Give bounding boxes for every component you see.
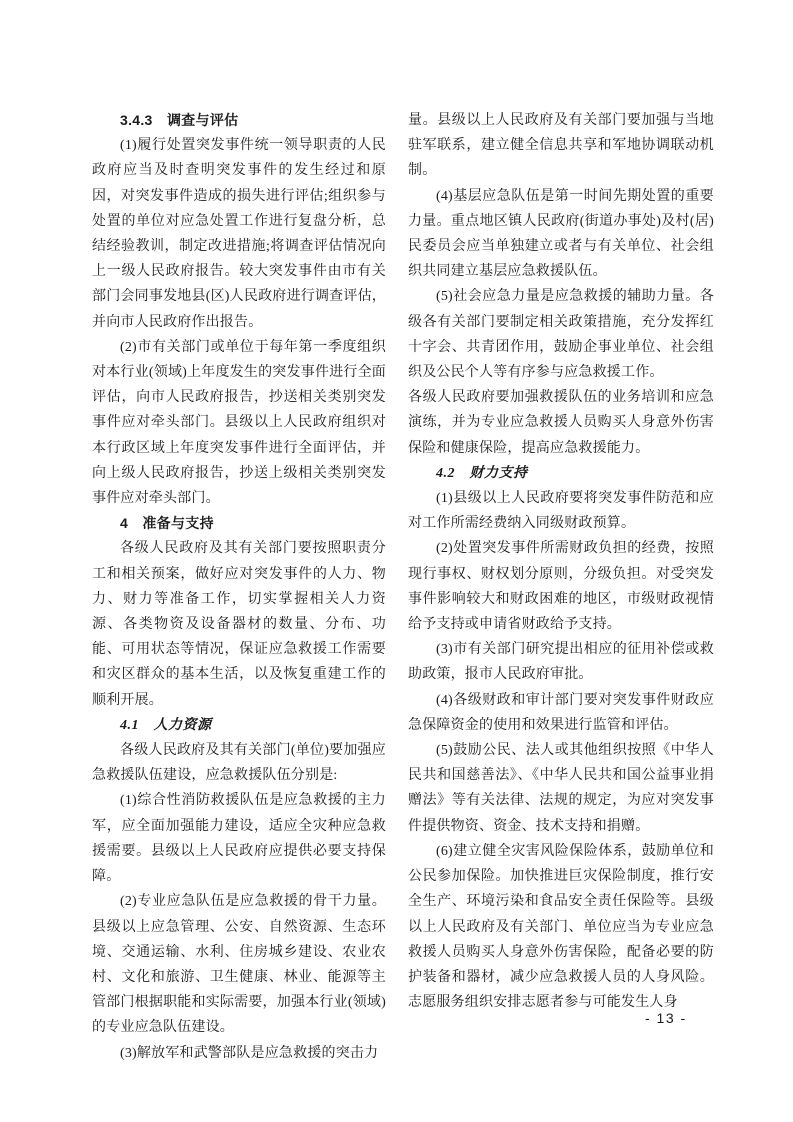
paragraph: (5)社会应急力量是应急救援的辅助力量。各级各有关部门要制定相关政策措施，充分发挥红十字会、共青团作用，鼓励企事业单位、社会组织及公民个人等有序参与应急救援工作。 [408,289,714,381]
right-text-column [408,108,714,1015]
paragraph: (1)县级以上人民政府要将突发事件防范和应对工作所需经费纳入同级财政预算。 [408,491,714,532]
section-heading: 3.4.3 调查与评估 [120,112,239,128]
paragraph: (1)履行处置突发事件统一领导职责的人民政府应当及时查明突发事件的发生经过和原因，对突发事件造成的损失进行评估;组织参与处置的单位对应急处置工作进行复盘分析，总结经验教训，制定改进措施;将调查评估情况向上一级人民政府报告。较大突发事件由市有关部门会同事发地县(区)人民政府进行调查评估，并向市人民政府作出报告。 [92,138,386,330]
paragraph: (2)专业应急队伍是应急救援的骨干力量。县级以上应急管理、公安、自然资源、生态环境、交通运输、水利、住房城乡建设、农业农村、文化和旅游、卫生健康、林业、能源等主管部门根据职能和实际需要，加强本行业(领域)的专业应急队伍建设。 [92,894,386,1036]
paragraph: (4)基层应急队伍是第一时间先期处置的重要力量。重点地区镇人民政府(街道办事处)及村(居)民委员会应当单独建立或者与有关单位、社会组织共同建立基层应急救援队伍。 [408,188,714,280]
paragraph: 各级人民政府及其有关部门(单位)要加强应急救援队伍建设，应急救援队伍分别是: [92,743,386,784]
paragraph: (2)市有关部门或单位于每年第一季度组织对本行业(领域)上年度发生的突发事件进行全面评估，向市人民政府报告，抄送相关类别突发事件应对牵头部门。县级以上人民政府组织对本行政区域上年度突发事件进行全面评估，并向上级人民政府报告，抄送上级相关类别突发事件应对牵头部门。 [92,339,386,507]
paragraph: 各级人民政府及其有关部门要按照职责分工和相关预案，做好应对突发事件的人力、物力、财力等准备工作，切实掌握相关人力资源、各类物资及设备器材的数量、分布、功能、可用状态等情况，保证应急救援工作需要和灾区群众的基本生活，以及恢复重建工作的顺利开展。 [92,541,386,708]
paragraph: 各级人民政府要加强救援队伍的业务培训和应急演练，并为专业应急救援人员购买人身意外伤害保险和健康保险，提高应急救援能力。 [408,390,714,456]
paragraph: 量。县级以上人民政府及有关部门要加强与当地驻军联系，建立健全信息共享和军地协调联动机制。 [408,113,714,179]
section-heading: 4.1 人力资源 [120,717,212,733]
paragraph: (1)综合性消防救援队伍是应急救援的主力军，应全面加强能力建设，适应全灾种应急救援需要。县级以上人民政府应提供必要支持保障。 [92,793,386,885]
paragraph: (6)建立健全灾害风险保险体系，鼓励单位和公民参加保险。加快推进巨灾保险制度，推行安全生产、环境污染和食品安全责任保险等。县级以上人民政府及有关部门、单位应当为专业应急救援人员购买人身意外伤害保险，配备必要的防护装备和器材，减少应急救援人员的人身风险。志愿服务组织安排志愿者参与可能发生人身 [408,843,714,1011]
paragraph: (2)处置突发事件所需财政负担的经费，按照现行事权、财权划分原则，分级负担。对受突发事件影响较大和财政困难的地区，市级财政视情给予支持或申请省财政给予支持。 [408,541,714,633]
page-number: - 13 - [645,1010,687,1026]
paragraph: (4)各级财政和审计部门要对突发事件财政应急保障资金的使用和效果进行监管和评估。 [408,692,714,733]
left-text-column [92,108,386,1066]
paragraph: (3)解放军和武警部队是应急救援的突击力 [120,1045,379,1061]
paragraph: (5)鼓励公民、法人或其他组织按照《中华人民共和国慈善法》、《中华人民共和国公益事业捐赠法》等有关法律、法规的规定，为应对突发事件提供物资、资金、技术支持和捐赠。 [408,743,714,834]
section-heading: 4 准备与支持 [120,515,214,532]
paragraph: (3)市有关部门研究提出相应的征用补偿或救助政策，报市人民政府审批。 [408,642,714,683]
section-heading: 4.2 财力支持 [436,465,528,481]
